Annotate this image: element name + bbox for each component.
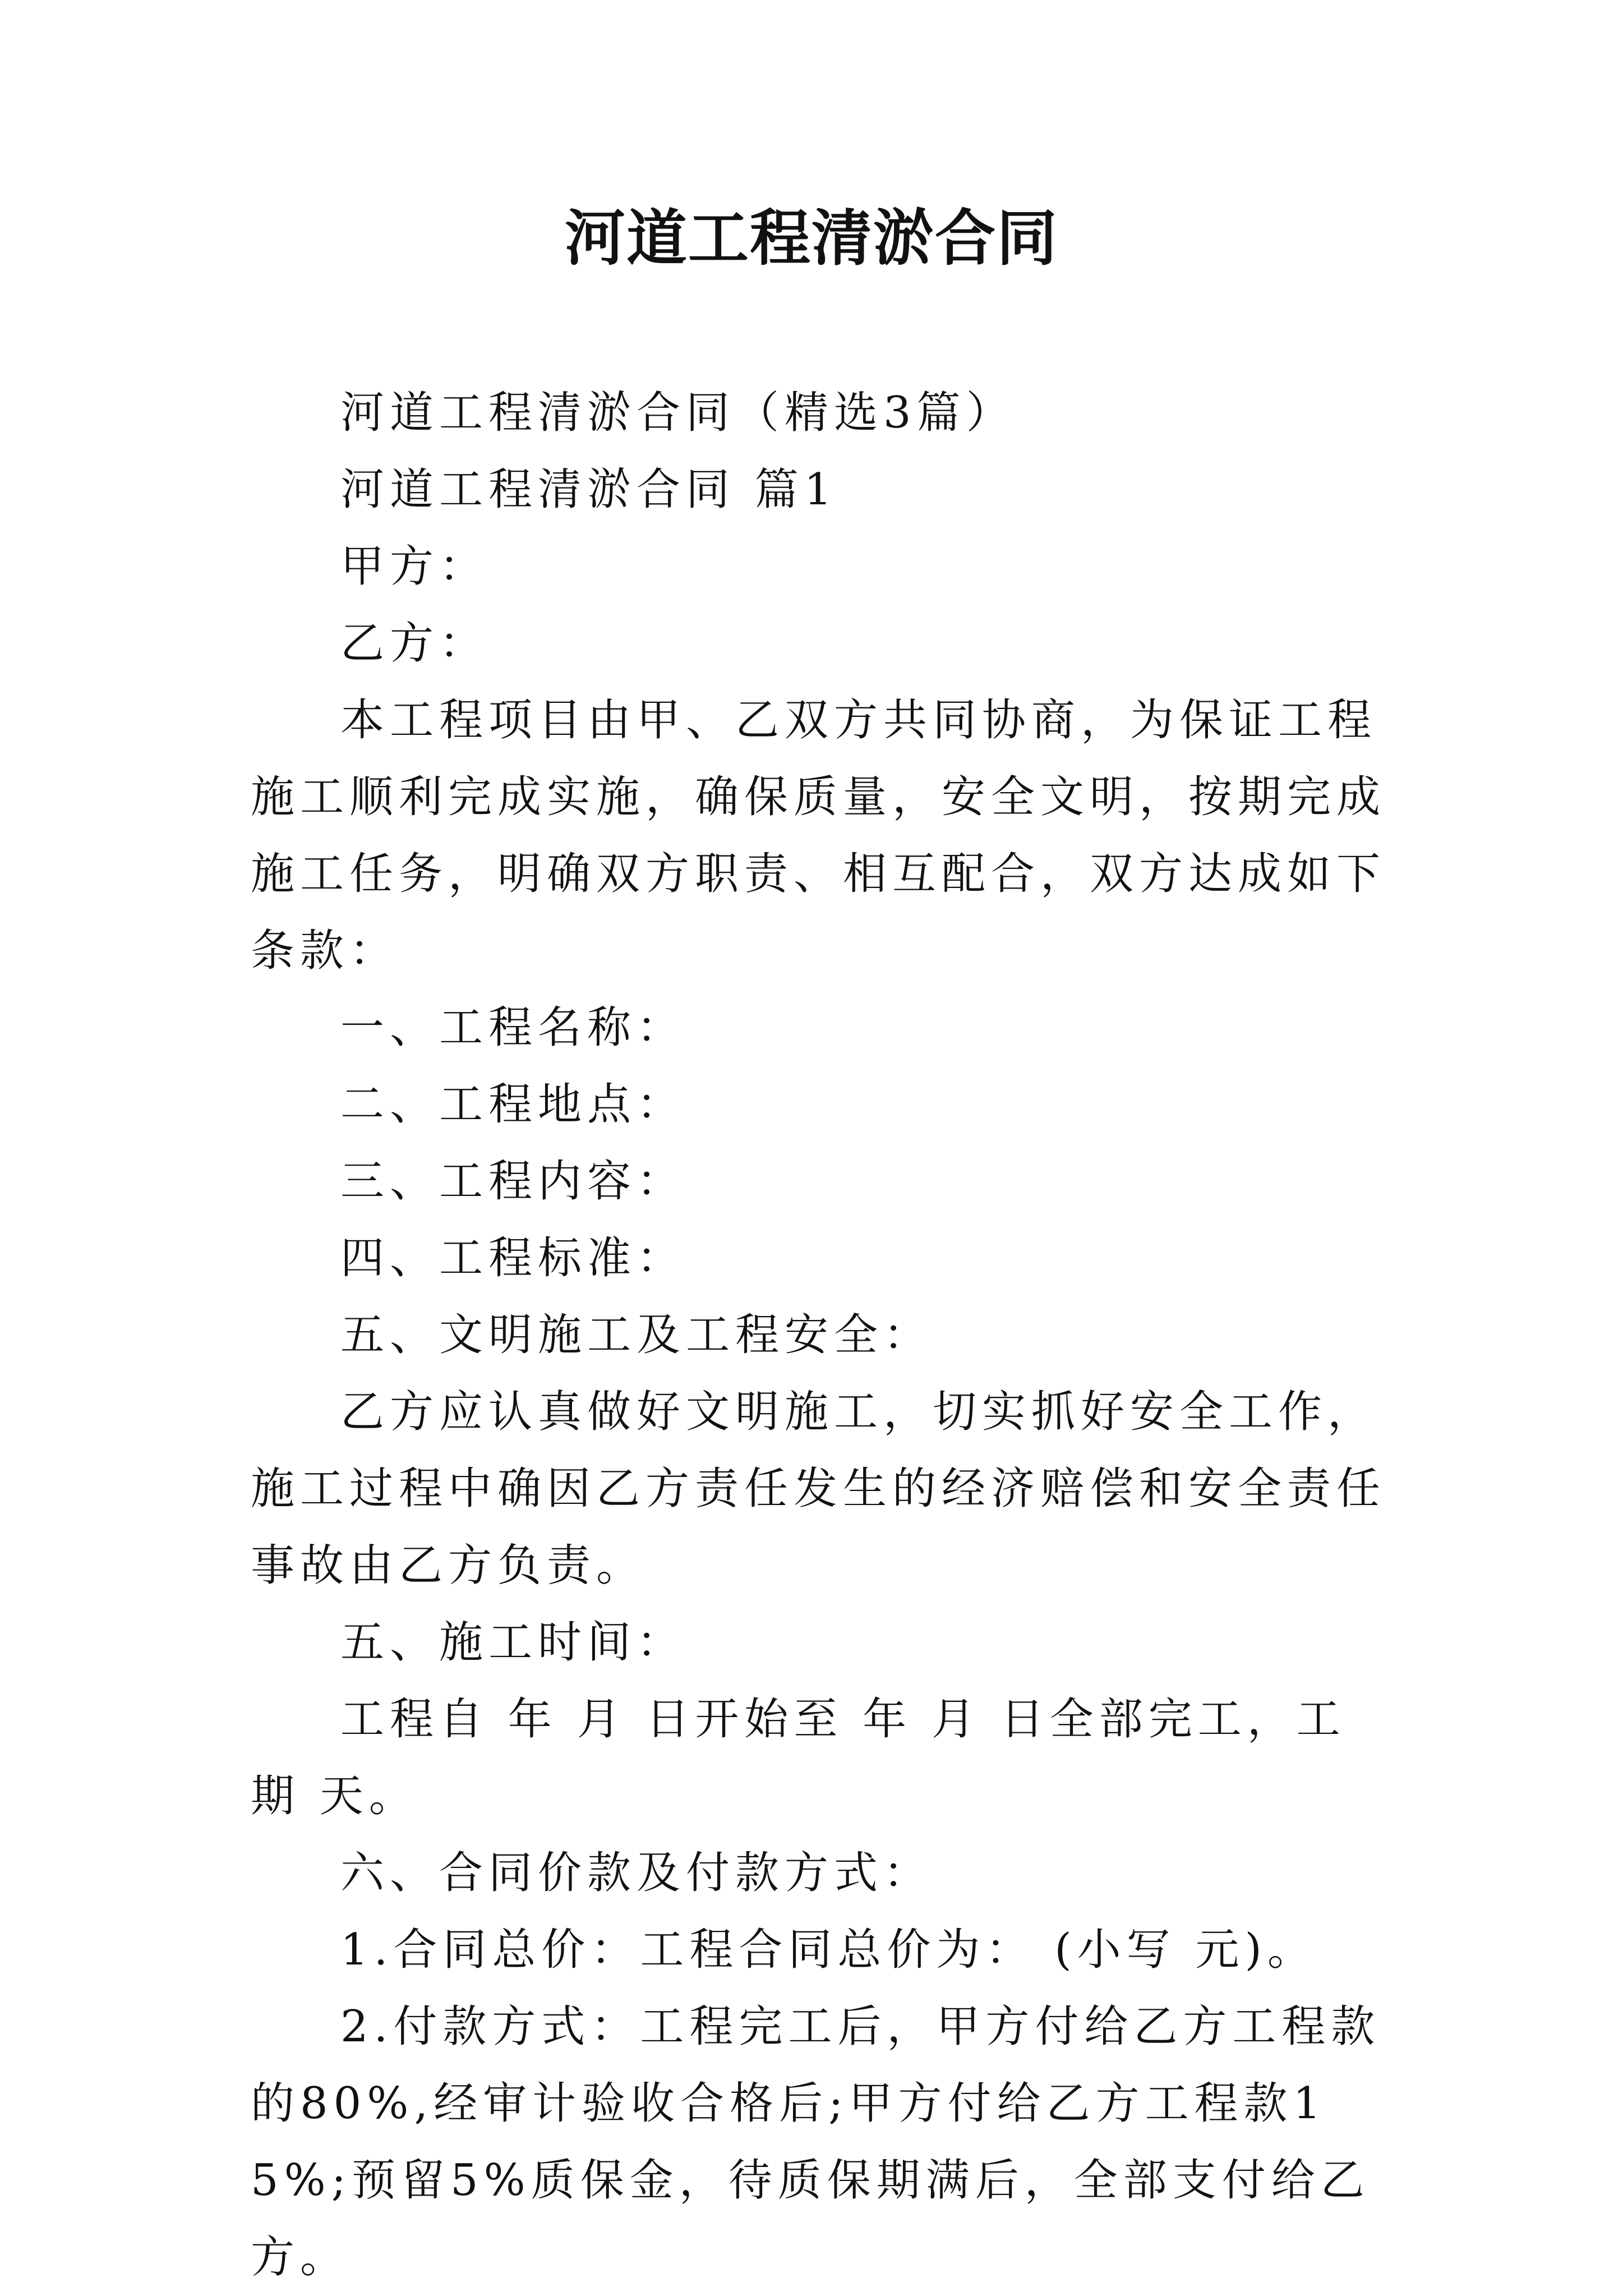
paragraph-project-name: 一、工程名称： [340,1002,686,1053]
paragraph-safety-text: 乙方应认真做好文明施工，切实抓好安全工作，施工过程中确因乙方责任发生的经济赔偿和安全责任事故由乙方负责。 [251,1387,1386,1591]
paragraph-project-content: 三、工程内容： [340,1156,686,1207]
paragraph-safety-heading: 五、文明施工及工程安全： [340,1310,933,1360]
paragraph-schedule-text: 工程自 年 月 日开始至 年 月 日全部完工，工期 天。 [251,1694,1346,1821]
paragraph-payment-heading: 六、合同价款及付款方式： [340,1848,933,1898]
paragraph-intro: 本工程项目由甲、乙双方共同协商，为保证工程施工顺利完成实施，确保质量，安全文明，按期完成施工任务，明确双方职责、相互配合，双方达成如下条款： [251,695,1386,976]
paragraph-total-price: 1.合同总价：工程合同总价为： (小写 元)。 [340,1925,1317,1975]
paragraph-party-b: 乙方： [340,618,489,669]
paragraph-payment-method: 2.付款方式：工程完工后，甲方付给乙方工程款的80%,经审计验收合格后;甲方付给乙方工程款15%;预留5%质保金，待质保期满后，全部支付给乙方。 [251,2001,1381,2283]
paragraph-section-heading: 河道工程清淤合同 篇1 [340,464,838,515]
paragraph-party-a: 甲方： [340,541,489,592]
document-body [251,375,1389,2296]
paragraph-project-location: 二、工程地点： [340,1079,686,1130]
paragraph-schedule-heading: 五、施工时间： [340,1617,686,1668]
paragraph-collection-title: 河道工程清淤合同（精选3篇） [340,388,1016,438]
document-title: 河道工程清淤合同 [564,203,1058,274]
paragraph-project-standard: 四、工程标准： [340,1233,686,1283]
